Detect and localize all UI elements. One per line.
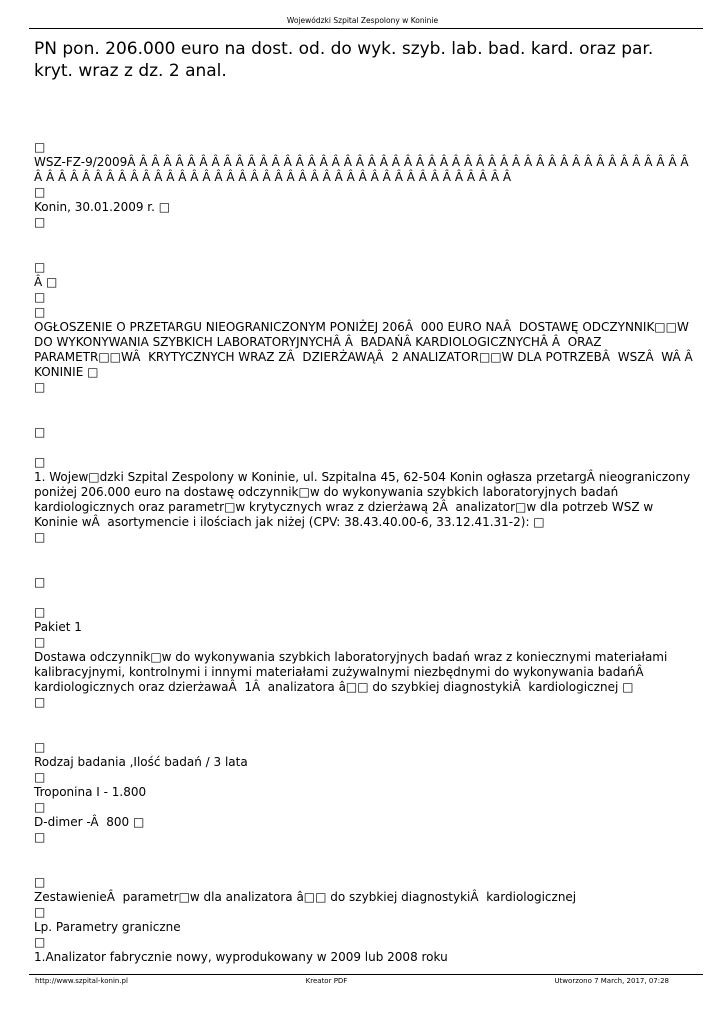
blank-line xyxy=(34,245,699,260)
document-title: PN pon. 206.000 euro na dost. od. do wyk. szyb. lab. bad. kard. oraz par. kryt. wraz z dz. 2 anal. xyxy=(34,39,654,81)
document-line: □ xyxy=(34,530,46,544)
document-line: OGŁOSZENIE O PRZETARGU NIEOGRANICZONYM PONIŻEJ 206Â 000 EURO NAÂ DOSTAWĘ ODCZYNNIK□□W DO WYKONYWANIA SZYBKICH LABORATORYJNYCHÂ Â BADAŃÂ KARDIOLOGICZNYCHÂ Â ORAZ PARAMETR□□WÂ KRYTYCZNYCH WRAZ ZÂ DZIERŻAWĄÂ 2 ANALIZATOR□□W DLA POTRZEBÂ WSZÂ WÂ Â KONINIE □ xyxy=(34,320,701,379)
document-line: □ xyxy=(34,935,46,949)
blank-line xyxy=(34,410,699,425)
document-line: □ xyxy=(34,905,46,919)
document-line: □ xyxy=(34,140,46,154)
blank-line xyxy=(34,725,699,740)
document-line: WSZ-FZ-9/2009Â Â Â Â Â Â Â Â Â Â Â Â Â Â Â Â Â Â Â Â Â Â Â Â Â Â Â Â Â Â Â Â Â Â Â Â Â Â Â Â Â Â Â Â Â Â Â Â Â Â Â Â Â Â Â Â Â Â Â Â Â Â Â Â Â Â Â Â Â Â Â Â Â Â Â Â Â Â Â Â Â Â Â Â Â Â Â xyxy=(34,155,693,184)
blank-line xyxy=(34,860,699,875)
document-line: □ xyxy=(34,695,46,709)
document-line: ZestawienieÂ parametr□w dla analizatora â□□ do szybkiej diagnostykiÂ kardiologicznej xyxy=(34,890,577,904)
document-line: □ xyxy=(34,215,46,229)
blank-line xyxy=(34,710,699,725)
document-line: Lp. Parametry graniczne xyxy=(34,920,181,934)
footer-url[interactable]: http://www.szpital-konin.pl xyxy=(35,977,128,985)
document-line: Konin, 30.01.2009 r. □ xyxy=(34,200,171,214)
footer-generator: Kreator PDF xyxy=(305,977,348,985)
document-line: 1.Analizator fabrycznie nowy, wyprodukowany w 2009 lub 2008 roku xyxy=(34,950,448,964)
document-line: D-dimer -Â 800 □ xyxy=(34,815,145,829)
blank-line xyxy=(34,590,699,605)
blank-line xyxy=(34,395,699,410)
blank-line xyxy=(34,230,699,245)
footer-created-date: Utworzono 7 March, 2017, 07:28 xyxy=(554,977,669,985)
document-line: □ xyxy=(34,260,46,274)
document-body xyxy=(34,140,699,965)
document-line: □ xyxy=(34,455,46,469)
document-line: □ xyxy=(34,575,46,589)
footer-divider xyxy=(29,974,703,975)
document-line: □ xyxy=(34,635,46,649)
document-line: □ xyxy=(34,305,46,319)
document-line: □ xyxy=(34,425,46,439)
document-line: □ xyxy=(34,830,46,844)
document-line: Troponina I - 1.800 xyxy=(34,785,147,799)
document-line: □ xyxy=(34,605,46,619)
blank-line xyxy=(34,845,699,860)
document-line: Pakiet 1 xyxy=(34,620,82,634)
document-line: □ xyxy=(34,875,46,889)
blank-line xyxy=(34,545,699,560)
document-line: □ xyxy=(34,290,46,304)
document-line: Â □ xyxy=(34,275,58,289)
header-divider xyxy=(29,28,703,29)
blank-line xyxy=(34,560,699,575)
document-line: □ xyxy=(34,770,46,784)
document-line: Dostawa odczynnik□w do wykonywania szybkich laboratoryjnych badań wraz z koniecznymi materiałami kalibracyjnymi, kontrolnymi i innymi materiałami zużywalnymi niezbędnymi do wykonywania badańÂ kardiologicznych oraz dzierżawaÂ 1Â analizatora â□□ do szybkiej diagnostykiÂ kardiologicznej □ xyxy=(34,650,672,694)
document-line: □ xyxy=(34,185,46,199)
document-line: □ xyxy=(34,800,46,814)
document-line: □ xyxy=(34,380,46,394)
document-line: Rodzaj badania ,Ilość badań / 3 lata xyxy=(34,755,248,769)
page-header: Wojewódzki Szpital Zespolony w Koninie xyxy=(286,16,439,25)
blank-line xyxy=(34,440,699,455)
document-line: □ xyxy=(34,740,46,754)
document-line: 1. Wojew□dzki Szpital Zespolony w Koninie, ul. Szpitalna 45, 62-504 Konin ogłasza przetargÂ nieograniczony poniżej 206.000 euro na dostawę odczynnik□w do wykonywania szybkich laboratoryjnych badań kardiologicznych oraz parametr□w krytycznych wraz z dzierżawą 2Â analizator□w dla potrzeb WSZ w Koninie wÂ asortymencie i ilościach jak niżej (CPV: 38.43.40.00-6, 33.12.41.31-2): □ xyxy=(34,470,695,529)
